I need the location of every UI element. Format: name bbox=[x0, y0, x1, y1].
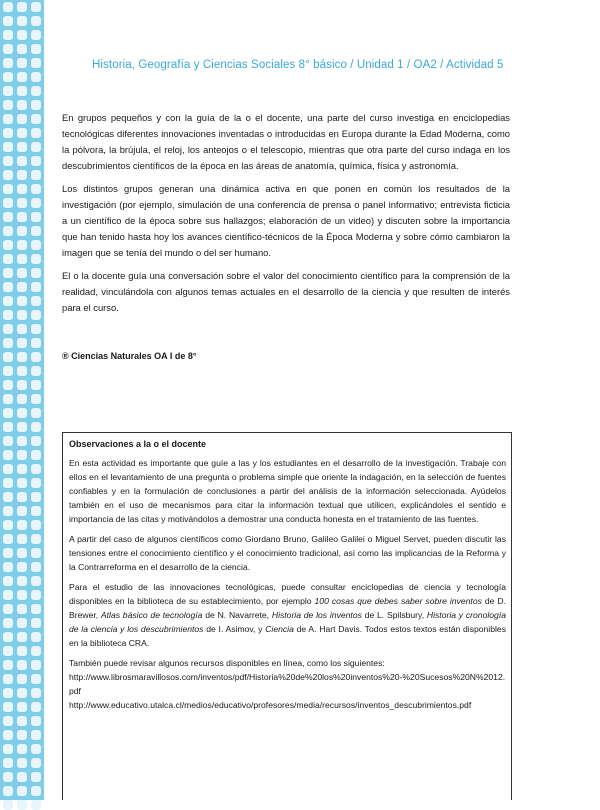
strip-dot bbox=[17, 212, 27, 222]
strip-dot bbox=[17, 688, 27, 698]
strip-dot bbox=[31, 464, 41, 474]
strip-dot bbox=[31, 198, 41, 208]
decorative-side-strip bbox=[0, 0, 44, 800]
strip-dot bbox=[17, 296, 27, 306]
strip-dot bbox=[3, 520, 13, 530]
strip-dot bbox=[31, 492, 41, 502]
strip-dot bbox=[17, 660, 27, 670]
strip-dot bbox=[17, 30, 27, 40]
strip-dot bbox=[31, 296, 41, 306]
strip-dot bbox=[3, 128, 13, 138]
strip-dot bbox=[3, 660, 13, 670]
strip-dot bbox=[3, 674, 13, 684]
strip-dot bbox=[3, 86, 13, 96]
strip-dot bbox=[17, 254, 27, 264]
strip-dot bbox=[3, 184, 13, 194]
strip-dot bbox=[17, 128, 27, 138]
strip-dot bbox=[17, 226, 27, 236]
strip-dot bbox=[3, 422, 13, 432]
strip-dot bbox=[17, 492, 27, 502]
strip-dot bbox=[17, 464, 27, 474]
strip-dot bbox=[3, 786, 13, 796]
strip-dot bbox=[17, 310, 27, 320]
strip-dot bbox=[3, 646, 13, 656]
strip-dot bbox=[31, 422, 41, 432]
strip-dot bbox=[31, 324, 41, 334]
strip-dot bbox=[3, 2, 13, 12]
strip-dot bbox=[31, 772, 41, 782]
strip-dot bbox=[3, 408, 13, 418]
book-title: Historia y cronología de la ciencia y los descubrimientos bbox=[69, 610, 507, 634]
strip-dot bbox=[31, 646, 41, 656]
strip-dot bbox=[17, 184, 27, 194]
strip-dot bbox=[31, 604, 41, 614]
strip-dot bbox=[31, 394, 41, 404]
strip-dot bbox=[3, 744, 13, 754]
strip-dot bbox=[3, 688, 13, 698]
strip-dot bbox=[17, 534, 27, 544]
strip-dot bbox=[3, 436, 13, 446]
strip-dot bbox=[17, 800, 27, 810]
strip-dot bbox=[3, 380, 13, 390]
strip-dot bbox=[3, 226, 13, 236]
strip-dot bbox=[17, 2, 27, 12]
strip-dot bbox=[31, 688, 41, 698]
strip-dot bbox=[17, 730, 27, 740]
strip-dot bbox=[3, 282, 13, 292]
strip-dot bbox=[3, 618, 13, 628]
strip-dot bbox=[31, 576, 41, 586]
book-title: 100 cosas que debes saber sobre inventos bbox=[314, 596, 482, 606]
strip-dot bbox=[31, 310, 41, 320]
strip-dot bbox=[17, 240, 27, 250]
strip-dot bbox=[17, 114, 27, 124]
strip-dot bbox=[31, 800, 41, 810]
strip-dot bbox=[3, 534, 13, 544]
strip-dot bbox=[31, 58, 41, 68]
strip-dot bbox=[17, 450, 27, 460]
strip-dot bbox=[31, 100, 41, 110]
strip-dot bbox=[31, 618, 41, 628]
strip-dot bbox=[31, 128, 41, 138]
strip-dot bbox=[3, 198, 13, 208]
strip-dot bbox=[31, 366, 41, 376]
observations-paragraph-1: En esta actividad es importante que guíe a las y los estudiantes en el desarrollo de la investigación. Trabaje con ellos en el levantamiento de una pregunta o problema simple que oriente la indagación, en la selección de fuentes confiables y en la formulación de conclusiones a partir del análisis de la información seleccionada. Ayúdelos también en el uso de mecanismos para citar la información textual que utilicen, explicándoles el sentido e importancia de las citas y motivándolos a demostrar una conducta honesta en el tratamiento de las fuentes. bbox=[69, 458, 506, 524]
strip-dot bbox=[31, 226, 41, 236]
observations-paragraph-2: A partir del caso de algunos científicos como Giordano Bruno, Galileo Galilei o Miguel Servet, pueden discutir las tensiones entre el conocimiento científico y el conocimiento tradicional, así como las implicancias de la Reforma y la Contrarreforma en el desarrollo de la ciencia. bbox=[69, 534, 506, 572]
strip-dot bbox=[17, 394, 27, 404]
strip-dot bbox=[31, 520, 41, 530]
strip-dot bbox=[31, 478, 41, 488]
strip-dot bbox=[17, 58, 27, 68]
strip-dot bbox=[17, 632, 27, 642]
strip-dot bbox=[31, 184, 41, 194]
strip-dot bbox=[3, 394, 13, 404]
strip-dot bbox=[17, 478, 27, 488]
strip-dot bbox=[3, 464, 13, 474]
strip-dot bbox=[17, 170, 27, 180]
strip-dot bbox=[17, 772, 27, 782]
strip-dot bbox=[31, 72, 41, 82]
strip-dot bbox=[31, 352, 41, 362]
strip-dot bbox=[31, 2, 41, 12]
strip-dot bbox=[3, 254, 13, 264]
strip-dot bbox=[3, 562, 13, 572]
strip-dot bbox=[17, 338, 27, 348]
strip-dot bbox=[3, 114, 13, 124]
strip-dot bbox=[3, 548, 13, 558]
strip-dot bbox=[3, 324, 13, 334]
observations-title: Observaciones a la o el docente bbox=[69, 439, 207, 449]
resource-link-1[interactable]: http://www.librosmaravillosos.com/inventos/pdf/Historia%20de%20los%20inventos%20-%20Sucesos%20N%2012.pdf bbox=[69, 672, 506, 696]
strip-dot bbox=[3, 58, 13, 68]
strip-dot bbox=[31, 660, 41, 670]
strip-dot bbox=[17, 576, 27, 586]
strip-dot bbox=[3, 30, 13, 40]
teacher-observations-box bbox=[62, 432, 512, 800]
strip-dot bbox=[17, 548, 27, 558]
strip-dot bbox=[31, 338, 41, 348]
strip-dot bbox=[3, 240, 13, 250]
strip-dot bbox=[17, 44, 27, 54]
strip-dot bbox=[17, 324, 27, 334]
strip-dot bbox=[31, 548, 41, 558]
strip-dot bbox=[31, 30, 41, 40]
resources-intro: También puede revisar algunos recursos disponibles en línea, como los siguientes: bbox=[69, 658, 385, 668]
strip-dot bbox=[31, 170, 41, 180]
strip-dot bbox=[3, 590, 13, 600]
strip-dot bbox=[3, 170, 13, 180]
strip-dot bbox=[17, 520, 27, 530]
strip-dot bbox=[17, 86, 27, 96]
strip-dot bbox=[31, 702, 41, 712]
strip-dot bbox=[31, 240, 41, 250]
strip-dot bbox=[3, 478, 13, 488]
strip-dot bbox=[3, 72, 13, 82]
strip-dot bbox=[31, 534, 41, 544]
strip-dot bbox=[3, 352, 13, 362]
strip-dot bbox=[17, 408, 27, 418]
strip-dot bbox=[17, 590, 27, 600]
strip-dot bbox=[3, 310, 13, 320]
strip-dot bbox=[17, 744, 27, 754]
strip-dot bbox=[31, 436, 41, 446]
strip-dot bbox=[3, 758, 13, 768]
observations-paragraph-3: Para el estudio de las innovaciones tecnológicas, puede consultar enciclopedias de ciencia y tecnología disponibles en la biblioteca de su establecimiento, por ejemplo 100 cosas que debes saber sobre inventos de D. Brewer, Atlas básico de tecnología de N. Navarrete, Historia de los inventos de L. Spilsbury, Historia y cronología de la ciencia y los descubrimientos de I. Asimov, y Ciencia de A. Hart Davis. Todos estos textos están disponibles en la biblioteca CRA. bbox=[69, 582, 507, 648]
strip-dot bbox=[31, 44, 41, 54]
strip-dot bbox=[31, 786, 41, 796]
strip-dot bbox=[31, 408, 41, 418]
strip-dot bbox=[17, 142, 27, 152]
strip-dot bbox=[17, 380, 27, 390]
strip-dot bbox=[31, 506, 41, 516]
strip-dot bbox=[17, 268, 27, 278]
strip-dot bbox=[17, 506, 27, 516]
strip-dot bbox=[3, 338, 13, 348]
strip-dot bbox=[31, 114, 41, 124]
strip-dot bbox=[3, 576, 13, 586]
strip-dot bbox=[17, 16, 27, 26]
strip-dot bbox=[31, 16, 41, 26]
strip-dot bbox=[17, 716, 27, 726]
strip-dot bbox=[3, 100, 13, 110]
strip-dot bbox=[17, 352, 27, 362]
strip-dot bbox=[31, 380, 41, 390]
paragraph-2: Los distintos grupos generan una dinámica activa en que ponen en común los resultados de la investigación (por ejemplo, simulación de una conferencia de prensa o panel informativo; entrevista ficticia a un científico de la época sobre sus hallazgos; elaboración de un video) y discuten sobre la importancia que han tenido hasta hoy los avances científico-técnicos de la Época Moderna y sobre cómo cambiaron la imagen que se tenía del mundo o del ser humano. bbox=[62, 183, 510, 258]
strip-dot bbox=[17, 422, 27, 432]
strip-dot bbox=[3, 16, 13, 26]
strip-dot bbox=[31, 156, 41, 166]
strip-dot bbox=[17, 646, 27, 656]
book-title: Atlas básico de tecnología bbox=[100, 610, 203, 620]
book-title: Historia de los inventos bbox=[271, 610, 362, 620]
strip-dot bbox=[3, 716, 13, 726]
paragraph-3: El o la docente guía una conversación sobre el valor del conocimiento científico para la comprensión de la realidad, vinculándola con algunos temas actuales en el desarrollo de la ciencia y que resulten de interés para el curso. bbox=[62, 270, 510, 313]
strip-dot bbox=[17, 198, 27, 208]
strip-dot bbox=[31, 674, 41, 684]
strip-dot bbox=[17, 758, 27, 768]
resource-link-2[interactable]: http://www.educativo.utalca.cl/medios/educativo/profesores/media/recursos/inventos_descubrimientos.pdf bbox=[69, 700, 472, 710]
strip-dot bbox=[3, 506, 13, 516]
strip-dot bbox=[17, 366, 27, 376]
strip-dot bbox=[31, 744, 41, 754]
strip-dot bbox=[31, 86, 41, 96]
strip-dot bbox=[3, 142, 13, 152]
strip-dot bbox=[31, 268, 41, 278]
strip-dot bbox=[31, 212, 41, 222]
strip-dot bbox=[3, 212, 13, 222]
strip-dot bbox=[31, 716, 41, 726]
strip-dot bbox=[3, 604, 13, 614]
strip-dot bbox=[3, 156, 13, 166]
paragraph-1: En grupos pequeños y con la guía de la o el docente, una parte del curso investiga en enciclopedias tecnológicas diferentes innovaciones inventadas o introducidas en Europa durante la Edad Moderna, como la pólvora, la brújula, el reloj, los anteojos o el telescopio, mientras que otra parte del curso indaga en los descubrimientos científicos de la época en las áreas de anatomía, química, física y astronomía. bbox=[62, 112, 510, 171]
strip-dot bbox=[17, 604, 27, 614]
strip-dot bbox=[17, 562, 27, 572]
strip-dot bbox=[3, 702, 13, 712]
strip-dot bbox=[3, 730, 13, 740]
strip-dot bbox=[3, 632, 13, 642]
strip-dot bbox=[31, 632, 41, 642]
strip-dot bbox=[3, 492, 13, 502]
strip-dot bbox=[17, 282, 27, 292]
strip-dot bbox=[17, 436, 27, 446]
strip-dot bbox=[31, 562, 41, 572]
strip-dot bbox=[31, 450, 41, 460]
strip-dot bbox=[17, 156, 27, 166]
strip-dot bbox=[17, 702, 27, 712]
observations-paragraph-4 bbox=[69, 656, 506, 712]
strip-dot bbox=[31, 590, 41, 600]
strip-dot bbox=[3, 800, 13, 810]
strip-dot bbox=[31, 730, 41, 740]
book-title: Ciencia bbox=[265, 624, 294, 634]
strip-dot bbox=[17, 100, 27, 110]
strip-dot bbox=[17, 786, 27, 796]
strip-dot bbox=[3, 366, 13, 376]
strip-dot bbox=[17, 674, 27, 684]
strip-dot bbox=[3, 450, 13, 460]
strip-dot bbox=[17, 72, 27, 82]
strip-dot bbox=[3, 268, 13, 278]
strip-dot bbox=[31, 758, 41, 768]
cross-curricular-note: ® Ciencias Naturales OA I de 8° bbox=[62, 351, 197, 361]
strip-dot bbox=[3, 772, 13, 782]
page-breadcrumb: Historia, Geografía y Ciencias Sociales 8° básico / Unidad 1 / OA2 / Actividad 5 bbox=[92, 59, 504, 71]
strip-dot bbox=[31, 142, 41, 152]
strip-dot bbox=[31, 282, 41, 292]
strip-dot bbox=[31, 254, 41, 264]
strip-dot bbox=[17, 618, 27, 628]
activity-description bbox=[62, 110, 510, 323]
strip-dot bbox=[3, 296, 13, 306]
strip-dot bbox=[3, 44, 13, 54]
